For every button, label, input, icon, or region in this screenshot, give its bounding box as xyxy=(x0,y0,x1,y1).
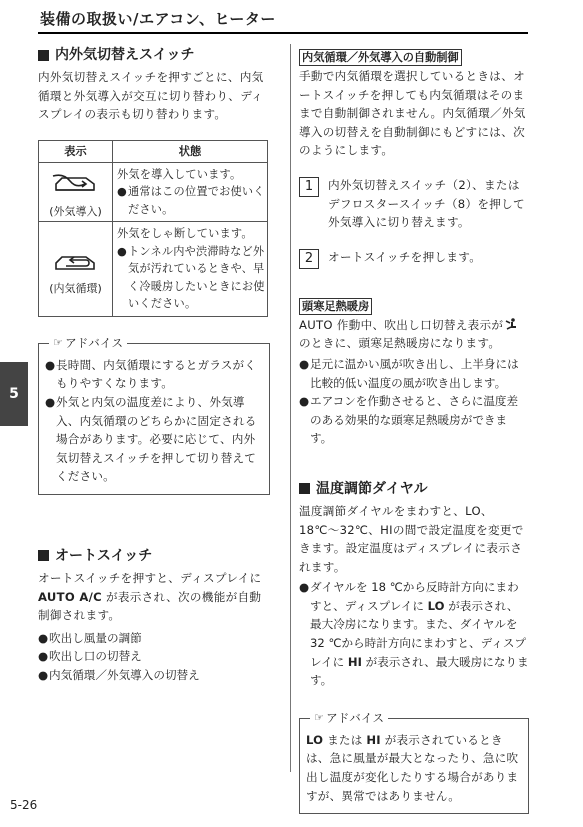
head-cool-title: 頭寒足熱暖房 xyxy=(299,298,372,315)
page-header-title: 装備の取扱い/エアコン、ヒーター xyxy=(40,10,276,28)
list-item: ● 長時間、内気循環にするとガラスがくもりやすくなります。 xyxy=(45,357,257,391)
recirculation-icon xyxy=(52,247,100,273)
chapter-tab xyxy=(0,362,28,426)
advice-label: ☞ アドバイス xyxy=(49,335,127,351)
step-text: オートスイッチを押します。 xyxy=(328,249,482,264)
table-row xyxy=(39,222,268,317)
step-item xyxy=(299,248,529,269)
state-text: 外気を導入しています。 xyxy=(117,167,242,181)
pointing-hand-icon: ☞ xyxy=(53,335,64,349)
table-row xyxy=(39,162,268,222)
bilevel-vent-icon xyxy=(505,318,521,330)
state-text: 外気をしゃ断しています。 xyxy=(117,227,253,241)
square-bullet-icon xyxy=(299,483,310,494)
chapter-tab-label: 5 xyxy=(9,385,19,402)
list-item: ● ダイヤルを 18 ℃から反時計方向にまわすと、ディスプレイに LO が表示され、最大冷房になります。また、ダイヤルを 32 ℃から時計方向にまわすと、ディスプレイに HI が表示され、最大暖房になります。 xyxy=(299,580,529,688)
header-rule xyxy=(38,32,528,34)
list-item: ● 内気循環／外気導入の切替え xyxy=(38,667,200,682)
auto-section-body: オートスイッチを押すと、ディスプレイに AUTO A/C が表示され、次の機能が自動制御されます。 xyxy=(38,570,262,623)
hi-label: HI xyxy=(347,654,362,669)
step-text: 内外気切替えスイッチ（2）、またはデフロスタースイッチ（8）を押して外気導入に切り替えます。 xyxy=(328,177,525,230)
step-number: 1 xyxy=(299,177,319,197)
step-item xyxy=(299,176,529,232)
list-item: ● 通常はこの位置でお使いください。 xyxy=(117,185,265,216)
page-number: 5-26 xyxy=(10,798,38,812)
left-column xyxy=(38,44,270,685)
advice-box xyxy=(38,335,270,495)
column-divider xyxy=(290,44,291,772)
pointing-hand-icon: ☞ xyxy=(314,710,325,724)
list-item: ● 吹出し口の切替え xyxy=(38,649,142,664)
square-bullet-icon xyxy=(38,50,49,61)
auto-ac-label: AUTO A/C xyxy=(38,589,102,604)
auto-recirc-title: 内気循環／外気導入の自動制御 xyxy=(299,49,462,66)
square-bullet-icon xyxy=(38,550,49,561)
temp-section-body: 温度調節ダイヤルをまわすと、LO、18℃〜32℃、HIの間で設定温度を変更できます。設定温度はディスプレイに表示されます。 xyxy=(299,503,524,574)
list-item: ● エアコンを作動させると、さらに温度差のある効果的な頭寒足熱暖房ができます。 xyxy=(299,394,519,446)
advice-label: ☞ アドバイス xyxy=(310,710,388,726)
recirc-section-title: 内外気切替えスイッチ xyxy=(38,44,270,66)
step-number: 2 xyxy=(299,249,319,269)
list-item: ● 吹出し風量の調節 xyxy=(38,630,142,645)
table-header-state: 状態 xyxy=(113,140,268,162)
mode-label: (内気循環) xyxy=(49,282,102,296)
auto-recirc-body: 手動で内気循環を選択しているときは、オートスイッチを押しても内気循環はそのままで自動制御されません。内気循環／外気導入の切替えを自動制御にもどすには、次のようにします。 xyxy=(299,69,526,158)
mode-table xyxy=(38,140,268,317)
table-header-display: 表示 xyxy=(39,140,113,162)
advice-box xyxy=(299,710,529,814)
list-item: ● 足元に温かい風が吹き出し、上半身には比較的低い温度の風が吹き出します。 xyxy=(299,356,519,390)
fresh-air-icon xyxy=(52,170,100,196)
right-column xyxy=(299,48,529,814)
head-cool-body: AUTO 作動中、吹出し口切替え表示がのときに、頭寒足熱暖房になります。 xyxy=(299,316,529,353)
auto-section-title: オートスイッチ xyxy=(38,545,270,567)
lo-label: LO xyxy=(427,598,445,613)
list-item: ● トンネル内や渋滞時など外気が汚れているときや、早く冷暖房したいときにお使いください。 xyxy=(117,244,265,311)
recirc-section-body: 内外気切替えスイッチを押すごとに、内気循環と外気導入が交互に切り替わり、ディスプレイの表示も切り替わります。 xyxy=(38,70,264,122)
mode-label: (外気導入) xyxy=(49,205,102,219)
advice-text: LO または HI が表示されているときは、急に風量が最大となったり、急に吹出し温度が変化したりする場合がありますが、異常ではありません。 xyxy=(306,732,519,803)
list-item: ● 外気と内気の温度差により、外気導入、内気循環のどちらかに固定される場合があります。必要に応じて、内外気切替えスイッチを押して切り替えてください。 xyxy=(45,394,257,484)
temp-section-title: 温度調節ダイヤル xyxy=(299,478,529,500)
